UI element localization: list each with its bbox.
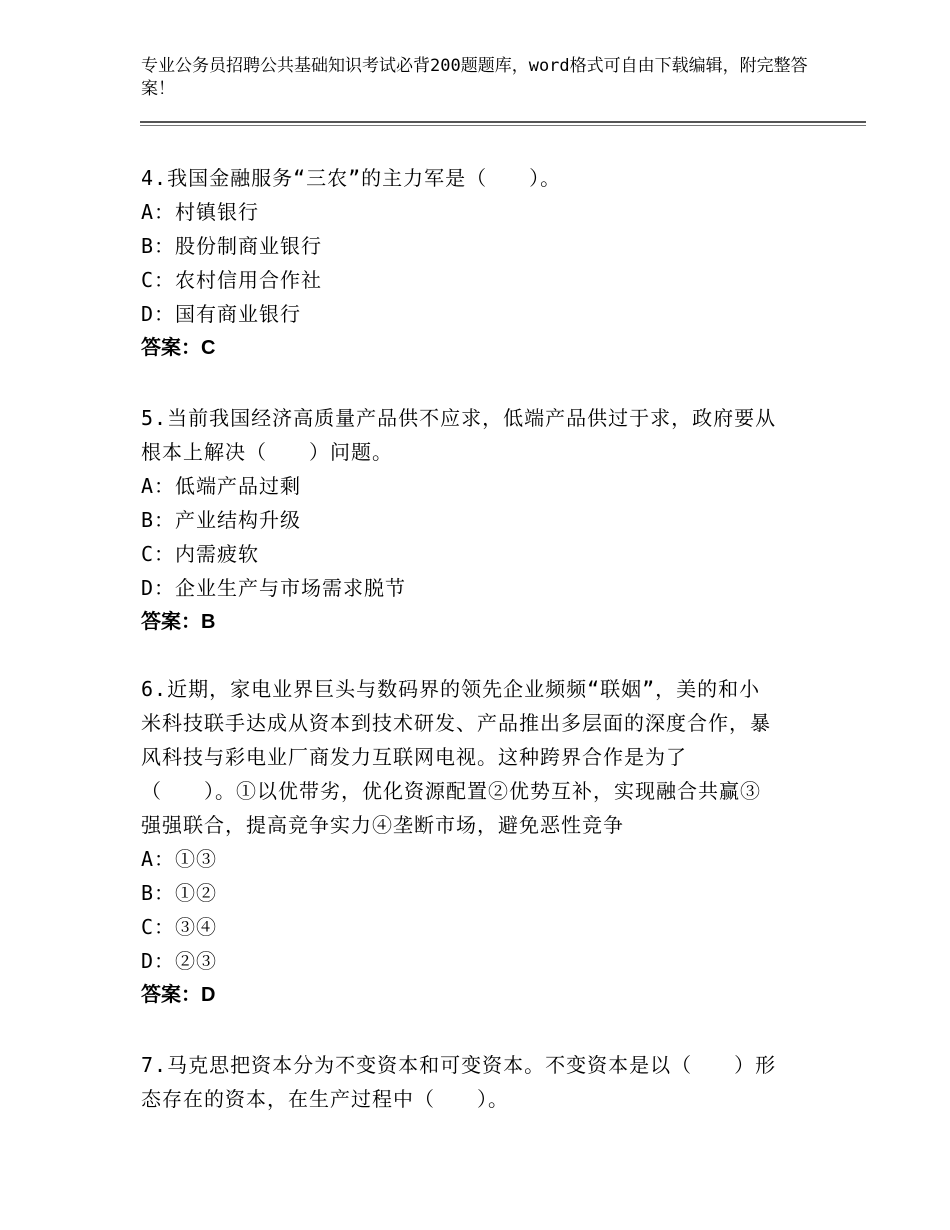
question-stem-line: 态存在的资本，在生产过程中（ ）。 (141, 1087, 509, 1111)
question-stem-line: 根本上解决（ ）问题。 (141, 440, 393, 464)
option-b: B：①② (141, 881, 218, 905)
option-b: B：产业结构升级 (141, 508, 302, 532)
document-header (141, 55, 821, 101)
answer: 答案：D (141, 984, 216, 1006)
header-rule-thick (140, 121, 866, 123)
question-stem-line: 米科技联手达成从资本到技术研发、产品推出多层面的深度合作，暴 (141, 711, 771, 735)
header-text: 专业公务员招聘公共基础知识考试必背200题题库，word格式可自由下载编辑，附完整答案！ (141, 56, 808, 99)
option-c: C：内需疲软 (141, 542, 260, 566)
question-stem-line: 风科技与彩电业厂商发力互联网电视。这种跨界合作是为了 (141, 745, 687, 769)
option-d: D：②③ (141, 949, 218, 973)
question-stem-line: （ ）。①以优带劣，优化资源配置②优势互补，实现融合共赢③ (141, 779, 761, 803)
question-stem-line: 4.我国金融服务“三农”的主力军是（ ）。 (141, 166, 562, 190)
question-stem-line: 强强联合，提高竞争实力④垄断市场，避免恶性竞争 (141, 813, 624, 837)
question-5 (141, 401, 801, 639)
question-stem-line: 6.近期，家电业界巨头与数码界的领先企业频频“联姻”，美的和小 (141, 677, 761, 701)
option-d: D：企业生产与市场需求脱节 (141, 576, 407, 600)
question-stem-line: 5.当前我国经济高质量产品供不应求，低端产品供过于求，政府要从 (141, 406, 777, 430)
question-6 (141, 672, 801, 1012)
option-a: A：①③ (141, 847, 218, 871)
option-c: C：③④ (141, 915, 218, 939)
option-b: B：股份制商业银行 (141, 234, 323, 258)
answer: 答案：C (141, 337, 216, 359)
option-d: D：国有商业银行 (141, 302, 302, 326)
option-a: A：低端产品过剩 (141, 474, 302, 498)
option-c: C：农村信用合作社 (141, 268, 323, 292)
question-7 (141, 1048, 801, 1116)
question-stem-line: 7.马克思把资本分为不变资本和可变资本。不变资本是以（ ）形 (141, 1053, 777, 1077)
option-a: A：村镇银行 (141, 200, 260, 224)
answer: 答案：B (141, 611, 216, 633)
question-4 (141, 161, 801, 365)
header-rule-thin (140, 125, 866, 126)
